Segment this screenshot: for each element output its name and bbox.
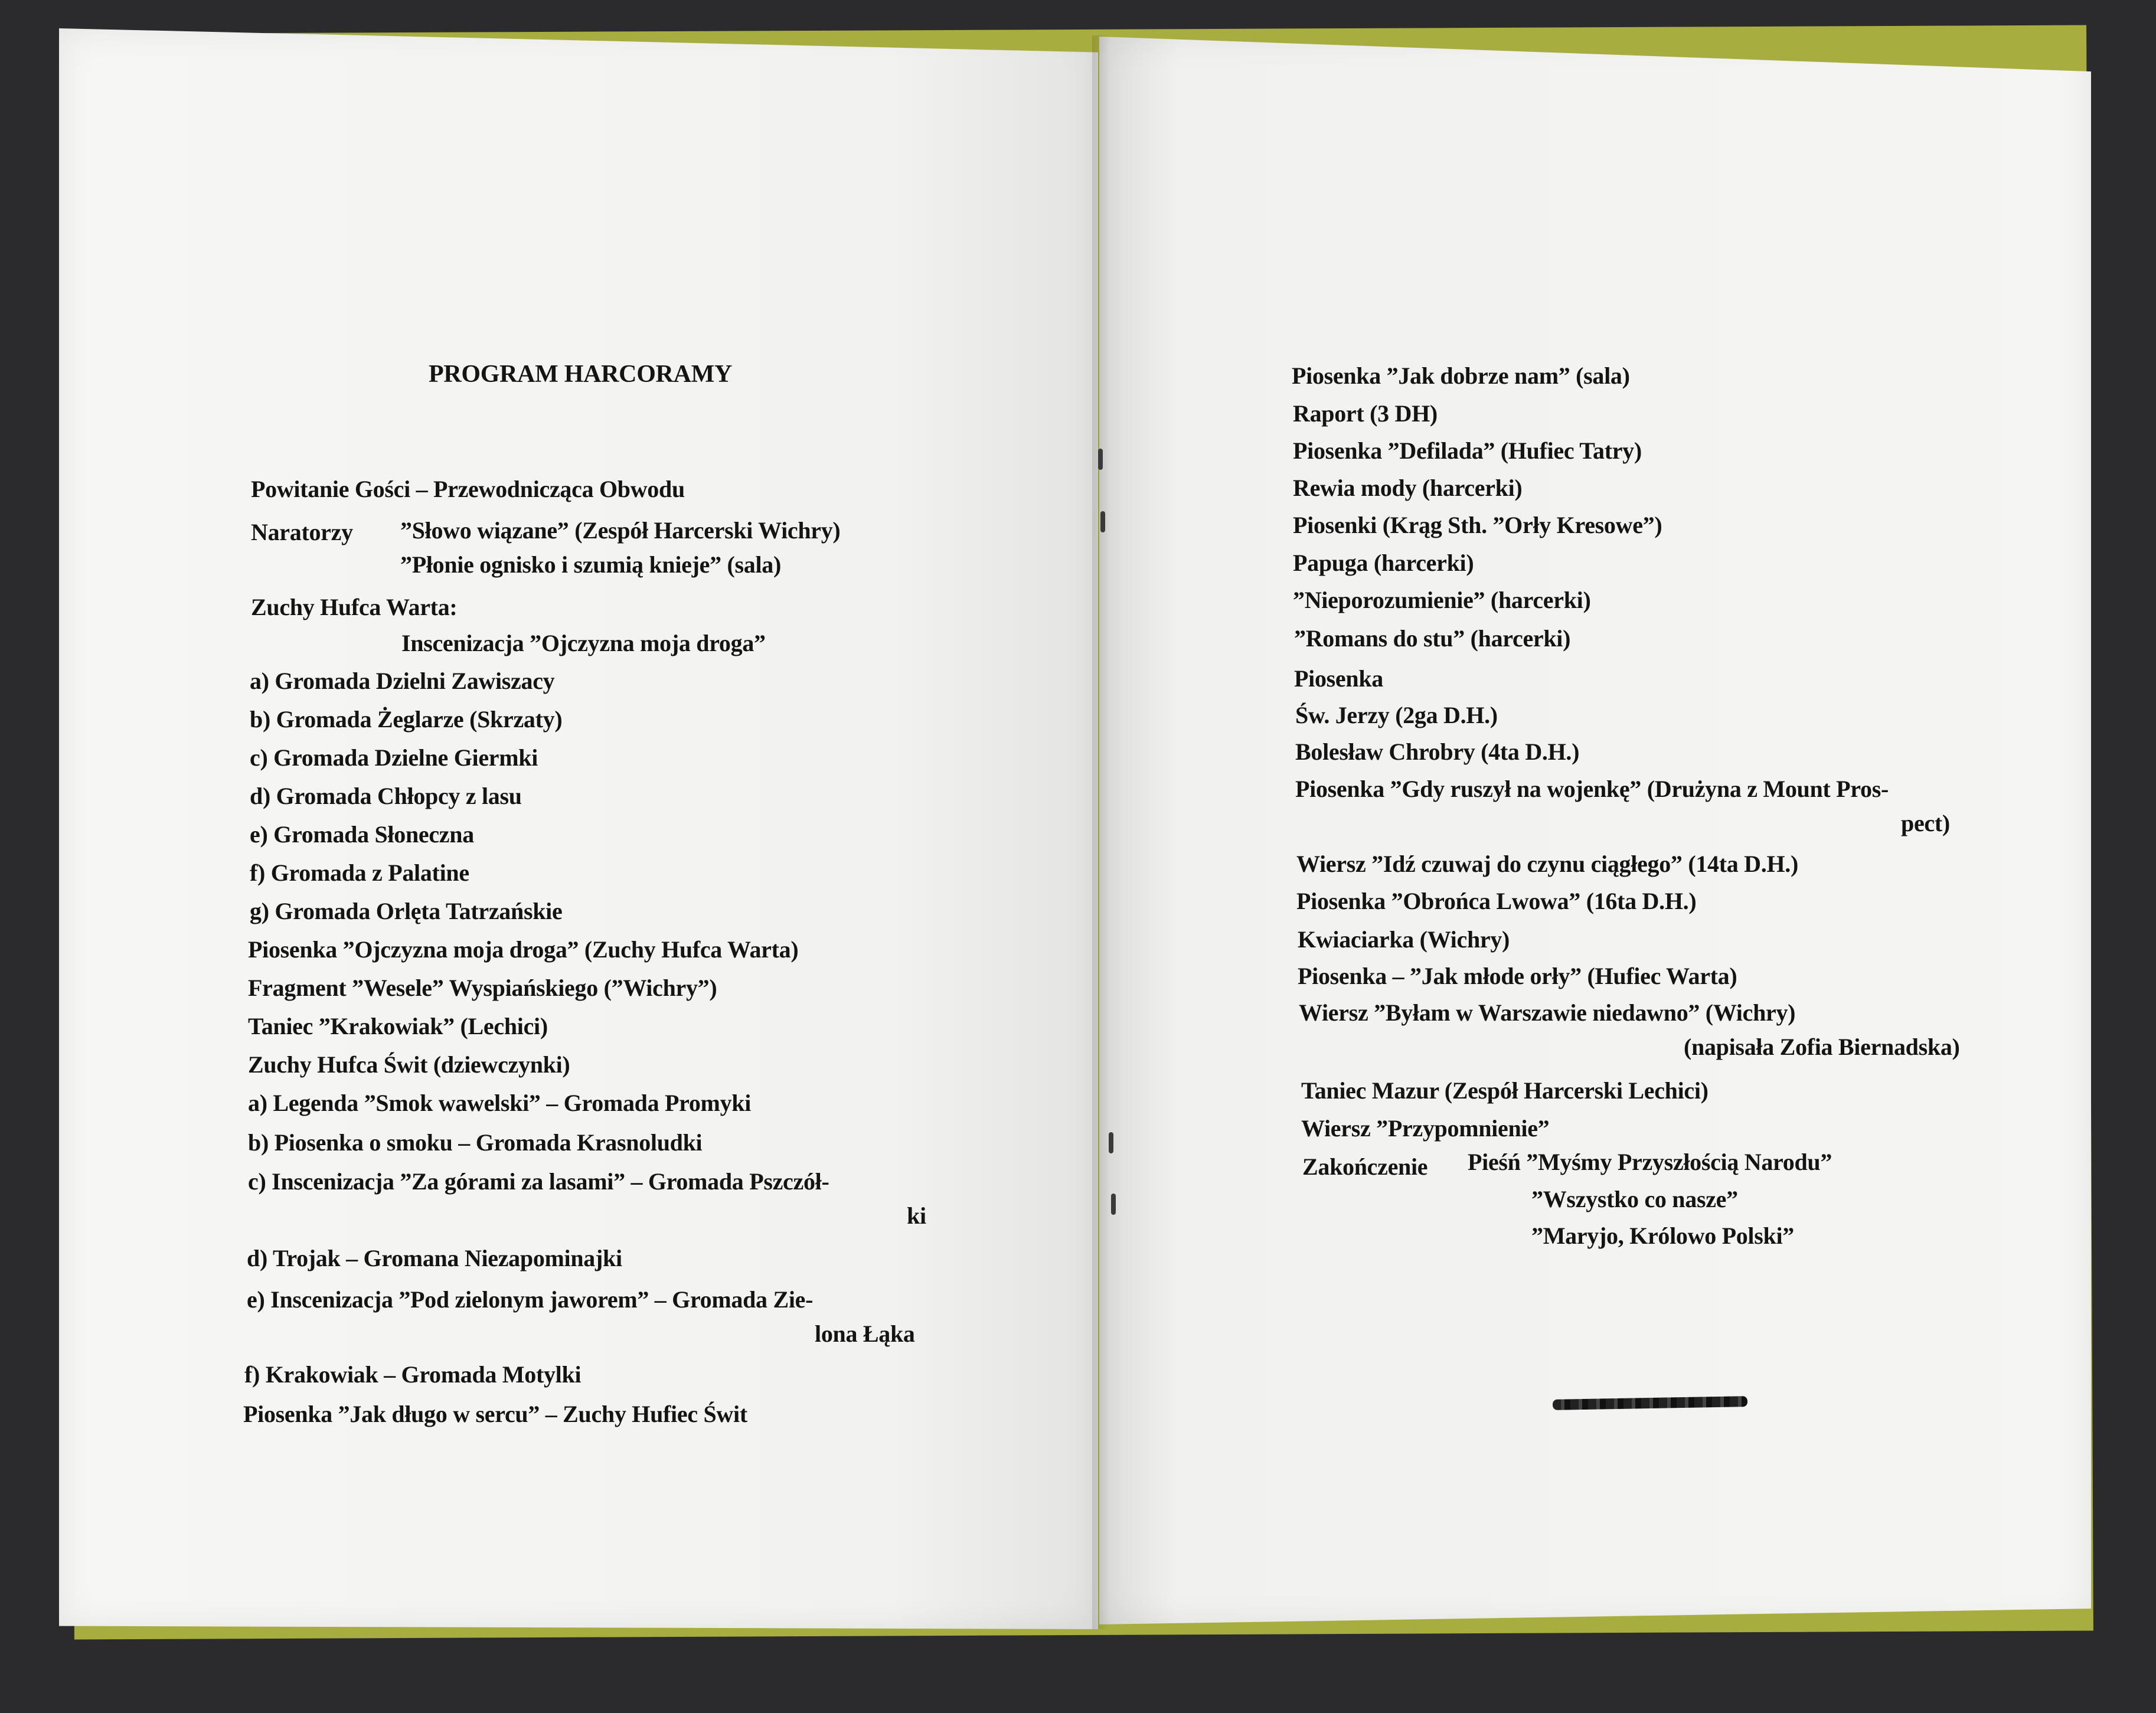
program-line: Rewia mody (harcerki) [1293,475,1523,501]
program-line: ”Maryjo, Królowo Polski” [1531,1222,1794,1249]
program-line-label: Naratorzy [251,519,353,545]
program-list-item: e) Inscenizacja ”Pod zielonym jaworem” – Gromada Zie- [247,1286,814,1313]
program-line: Bolesław Chrobry (4ta D.H.) [1295,738,1580,765]
program-line: Piosenka ”Defilada” (Hufiec Tatry) [1293,437,1642,464]
program-list-item: a) Legenda ”Smok wawelski” – Gromada Promyki [248,1090,752,1116]
program-line: Piosenka ”Gdy ruszył na wojenkę” (Drużyna z Mount Pros- [1295,776,1889,802]
staple-bottom-2 [1111,1194,1116,1215]
program-line: Papuga (harcerki) [1293,550,1474,576]
program-list-item: f) Gromada z Palatine [250,859,469,886]
program-line: ”Romans do stu” (harcerki) [1294,625,1571,652]
program-line: Pieśń ”Myśmy Przyszłością Narodu” [1468,1149,1832,1175]
program-line: Piosenka ”Obrońca Lwowa” (16ta D.H.) [1296,888,1697,914]
program-list-item: d) Gromada Chłopcy z lasu [250,783,522,809]
program-list-item: d) Trojak – Gromana Niezapominajki [247,1245,622,1271]
program-list-item: b) Gromada Żeglarze (Skrzaty) [250,706,563,733]
program-line: Raport (3 DH) [1293,400,1438,427]
program-line: Piosenki (Krąg Sth. ”Orły Kresowe”) [1293,512,1662,538]
program-line: ”Słowo wiązane” (Zespół Harcerski Wichry) [400,517,841,544]
program-line: Taniec ”Krakowiak” (Lechici) [248,1013,548,1039]
program-line-continuation: (napisała Zofia Biernadska) [1684,1034,1960,1060]
program-line: Fragment ”Wesele” Wyspiańskiego (”Wichry”) [248,975,717,1001]
program-line: Inscenizacja ”Ojczyzna moja droga” [401,630,766,656]
program-list-item: c) Inscenizacja ”Za górami za lasami” – Gromada Pszczół- [248,1168,829,1195]
program-title: PROGRAM HARCORAMY [429,361,732,388]
program-list-item: f) Krakowiak – Gromada Motylki [244,1361,582,1388]
program-line: Wiersz ”Byłam w Warszawie niedawno” (Wichry) [1299,999,1796,1026]
program-line-continuation: lona Łąka [815,1320,915,1347]
program-line-continuation: ki [907,1202,926,1229]
program-list-item: g) Gromada Orlęta Tatrzańskie [250,898,563,924]
program-list-item: b) Piosenka o smoku – Gromada Krasnoludki [248,1129,703,1156]
staple-top-2 [1100,511,1105,532]
program-line: Piosenka ”Jak długo w sercu” – Zuchy Hufiec Świt [243,1401,747,1427]
program-line: Św. Jerzy (2ga D.H.) [1295,702,1498,728]
left-page [59,28,1098,1629]
program-line: Kwiaciarka (Wichry) [1298,926,1510,953]
program-list-item: e) Gromada Słoneczna [250,821,474,848]
program-line: ”Płonie ognisko i szumią knieje” (sala) [400,551,781,578]
staple-top [1098,449,1103,470]
program-line: Piosenka ”Jak dobrze nam” (sala) [1292,362,1630,389]
program-line: ”Wszystko co nasze” [1531,1186,1738,1212]
program-line: Piosenka ”Ojczyzna moja droga” (Zuchy Hufca Warta) [248,936,799,963]
program-line: Zuchy Hufca Świt (dziewczynki) [248,1051,570,1078]
booklet-gutter [1092,35,1110,1629]
program-line: Powitanie Gości – Przewodnicząca Obwodu [251,476,685,502]
program-line: Piosenka [1294,665,1383,692]
program-line: Zuchy Hufca Warta: [251,594,458,620]
program-line: Piosenka – ”Jak młode orły” (Hufiec Warta) [1298,963,1737,989]
program-line: ”Nieporozumienie” (harcerki) [1293,587,1591,613]
program-list-item: c) Gromada Dzielne Giermki [250,744,538,771]
program-line: Wiersz ”Przypomnienie” [1301,1115,1550,1142]
program-list-item: a) Gromada Dzielni Zawiszacy [250,668,555,694]
staple-bottom [1109,1132,1113,1153]
program-line-continuation: pect) [1901,810,1950,836]
program-line: Taniec Mazur (Zespół Harcerski Lechici) [1301,1077,1709,1104]
program-line: Wiersz ”Idź czuwaj do czynu ciągłego” (14ta D.H.) [1296,851,1798,877]
program-line-label: Zakończenie [1302,1153,1428,1180]
